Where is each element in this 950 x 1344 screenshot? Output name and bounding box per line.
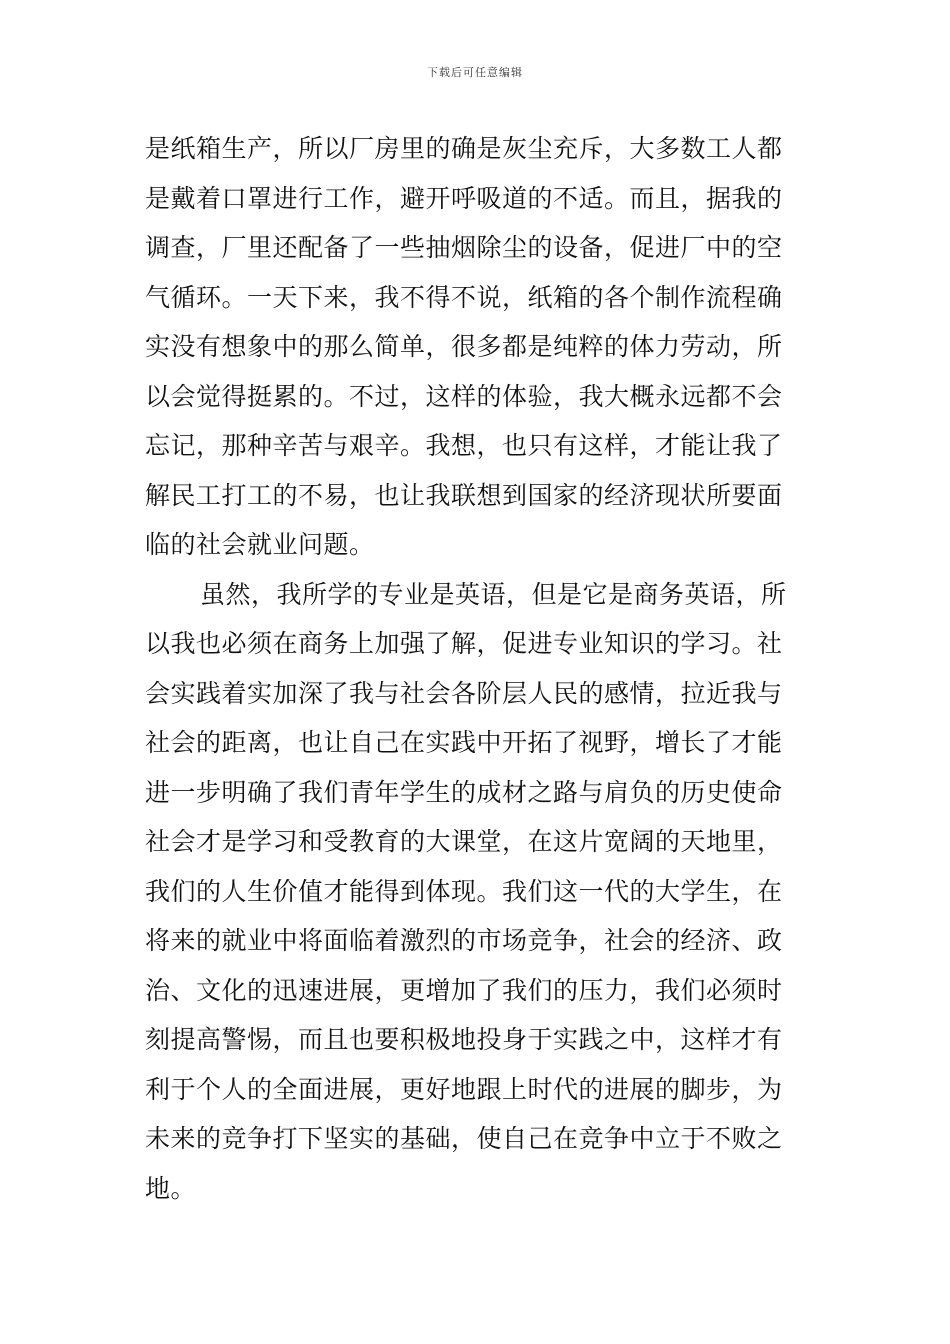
text-line: 实没有想象中的那么简单，很多都是纯粹的体力劳动，所 xyxy=(145,332,783,361)
text-line: 以会觉得挺累的。不过，这样的体验，我大概永远都不会 xyxy=(145,381,783,411)
text-line: 临的社会就业问题。 xyxy=(145,530,375,559)
text-line: 是戴着口罩进行工作，避开呼吸道的不适。而且，据我的 xyxy=(145,183,783,213)
text-line: 调查，厂里还配备了一些抽烟除尘的设备，促进厂中的空 xyxy=(145,233,783,262)
text-line: 气循环。一天下来，我不得不说，纸箱的各个制作流程确 xyxy=(145,282,783,312)
text-line: 虽然，我所学的专业是英语，但是它是商务英语，所 xyxy=(200,579,787,609)
text-line: 治、文化的迅速进展，更增加了我们的压力，我们必须时 xyxy=(145,975,783,1005)
paragraph xyxy=(145,124,813,570)
text-line: 刻提高警惕，而且也要积极地投身于实践之中，这样才有 xyxy=(145,1025,783,1054)
text-line: 以我也必须在商务上加强了解，促进专业知识的学习。社 xyxy=(145,629,783,658)
text-line: 进一步明确了我们青年学生的成材之路与肩负的历史使命 xyxy=(145,777,783,807)
text-line: 社会才是学习和受教育的大课堂，在这片宽阔的天地里， xyxy=(145,827,783,856)
body-text xyxy=(145,124,813,1213)
text-line: 社会的距离，也让自己在实践中开拓了视野，增长了才能 xyxy=(145,728,783,757)
page-header: 下载后可任意编辑 xyxy=(427,66,523,79)
paragraph xyxy=(145,570,813,1214)
text-line: 解民工打工的不易，也让我联想到国家的经济现状所要面 xyxy=(145,480,783,510)
text-line: 忘记，那种辛苦与艰辛。我想，也只有这样，才能让我了 xyxy=(145,431,783,460)
text-line: 利于个人的全面进展，更好地跟上时代的进展的脚步，为 xyxy=(145,1074,783,1104)
text-line: 未来的竞争打下坚实的基础，使自己在竞争中立于不败之 xyxy=(145,1124,783,1153)
text-line: 会实践着实加深了我与社会各阶层人民的感情，拉近我与 xyxy=(145,678,783,708)
text-line: 将来的就业中将面临着激烈的市场竞争，社会的经济、政 xyxy=(145,926,783,955)
text-line: 是纸箱生产，所以厂房里的确是灰尘充斥，大多数工人都 xyxy=(145,134,783,163)
text-line: 我们的人生价值才能得到体现。我们这一代的大学生，在 xyxy=(145,876,783,906)
text-line: 地。 xyxy=(145,1173,197,1203)
